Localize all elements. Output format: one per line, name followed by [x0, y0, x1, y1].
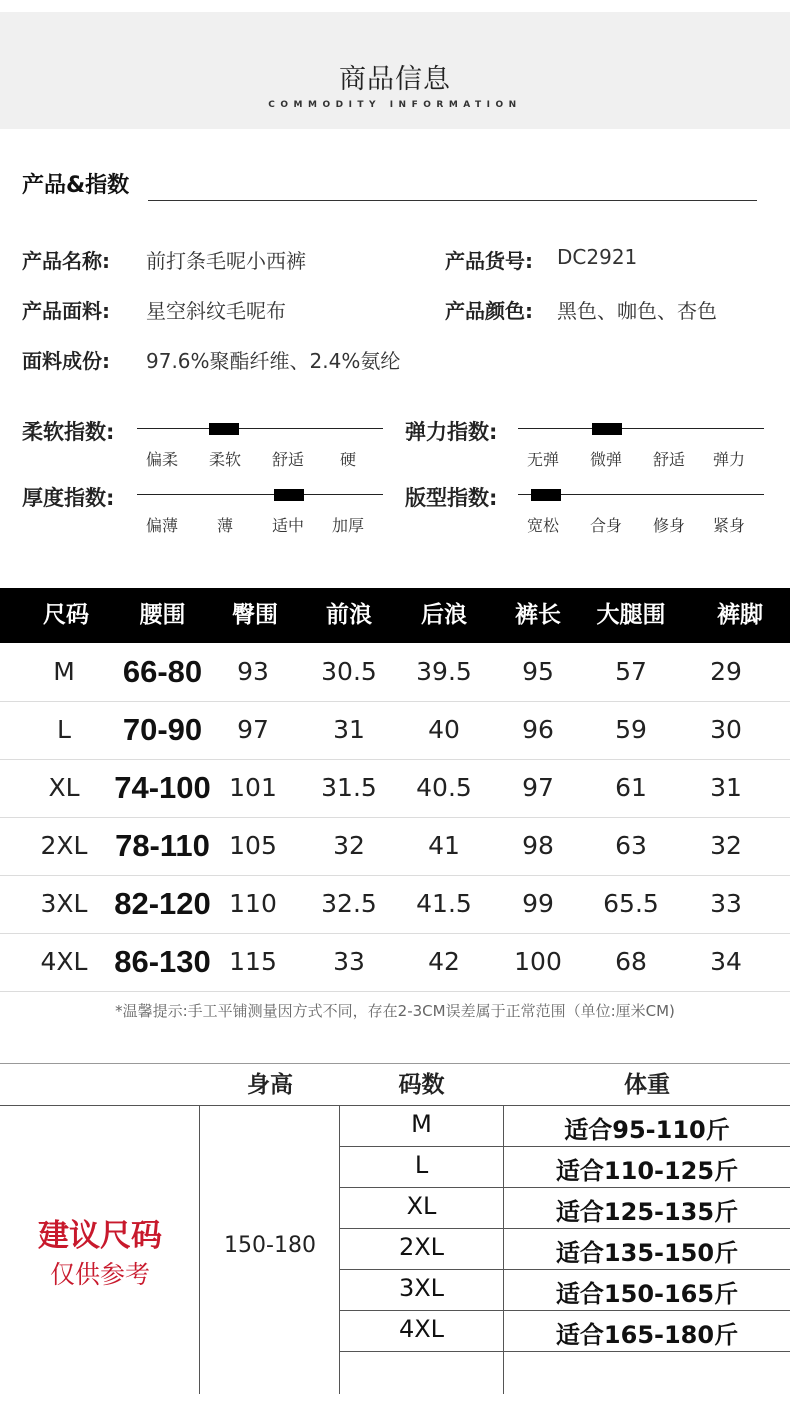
section-divider	[148, 200, 757, 201]
size-cell: 3XL	[40, 889, 88, 918]
index-option: 薄	[216, 516, 233, 535]
index-label: 厚度指数:	[22, 486, 115, 510]
size-cell: L	[57, 715, 71, 744]
recommend-size: XL	[406, 1192, 437, 1220]
table-divider	[340, 1187, 790, 1188]
table-row	[0, 875, 790, 934]
index-label: 弹力指数:	[405, 420, 498, 444]
index-track	[137, 494, 383, 495]
index-option: 加厚	[331, 516, 364, 535]
table-header-cell: 后浪	[421, 602, 467, 628]
index-option: 适中	[271, 516, 304, 535]
index-option: 偏薄	[145, 516, 178, 535]
front-rise-cell: 31.5	[321, 773, 377, 802]
hip-cell: 115	[229, 947, 277, 976]
recommend-size: M	[411, 1110, 432, 1138]
product-name-label: 产品名称:	[22, 249, 110, 273]
table-header-cell: 前浪	[326, 602, 372, 628]
hem-cell: 34	[710, 947, 742, 976]
thigh-cell: 63	[615, 831, 647, 860]
back-rise-cell: 39.5	[416, 657, 472, 686]
length-cell: 97	[522, 773, 554, 802]
page-title: 商品信息	[339, 64, 451, 95]
size-cell: 2XL	[40, 831, 88, 860]
height-header: 身高	[247, 1072, 293, 1098]
hip-cell: 97	[237, 715, 269, 744]
front-rise-cell: 32.5	[321, 889, 377, 918]
hip-cell: 101	[229, 773, 277, 802]
size-table-header	[0, 588, 790, 643]
index-option: 柔软	[208, 450, 241, 469]
index-track	[137, 428, 383, 429]
index-option: 偏柔	[145, 450, 178, 469]
composition-label: 面料成份:	[22, 349, 110, 373]
thigh-cell: 65.5	[603, 889, 659, 918]
hem-cell: 30	[710, 715, 742, 744]
waist-cell: 66-80	[122, 654, 203, 689]
index-option: 宽松	[526, 516, 559, 535]
weight-header: 体重	[624, 1072, 670, 1098]
recommend-weight: 适合125-135斤	[555, 1198, 739, 1226]
size-header: 码数	[398, 1072, 445, 1098]
back-rise-cell: 40	[428, 715, 460, 744]
table-header-cell: 裤长	[515, 602, 561, 628]
index-option: 舒适	[271, 450, 304, 469]
index-option: 无弹	[526, 450, 559, 469]
table-divider	[340, 1351, 790, 1352]
table-header-cell: 大腿围	[596, 602, 666, 628]
table-row	[0, 759, 790, 818]
recommend-weight: 适合135-150斤	[555, 1239, 739, 1267]
index-marker	[531, 489, 561, 501]
recommend-subtitle: 仅供参考	[49, 1260, 150, 1289]
waist-cell: 74-100	[114, 770, 211, 805]
recommend-size: 2XL	[398, 1233, 445, 1261]
index-label: 版型指数:	[405, 486, 498, 510]
recommend-weight: 适合150-165斤	[555, 1280, 739, 1308]
index-option: 舒适	[652, 450, 685, 469]
length-cell: 100	[514, 947, 562, 976]
index-option: 硬	[339, 450, 356, 469]
page-subtitle: COMMODITY INFORMATION	[268, 100, 522, 110]
hip-cell: 110	[229, 889, 277, 918]
table-divider	[340, 1269, 790, 1270]
product-fabric-value: 星空斜纹毛呢布	[146, 299, 286, 323]
hip-cell: 93	[237, 657, 269, 686]
hem-cell: 33	[710, 889, 742, 918]
product-fabric-label: 产品面料:	[22, 299, 110, 323]
index-option: 合身	[589, 516, 622, 535]
height-value: 150-180	[224, 1233, 316, 1258]
length-cell: 96	[522, 715, 554, 744]
waist-cell: 82-120	[114, 886, 211, 921]
thigh-cell: 59	[615, 715, 647, 744]
hem-cell: 29	[710, 657, 742, 686]
size-cell: 4XL	[40, 947, 88, 976]
product-code-value: DC2921	[557, 245, 638, 269]
product-color-label: 产品颜色:	[445, 299, 533, 323]
table-divider	[340, 1146, 790, 1147]
recommend-weight: 适合165-180斤	[555, 1321, 739, 1349]
size-cell: XL	[48, 773, 80, 802]
back-rise-cell: 41	[428, 831, 460, 860]
measurement-tip: *温馨提示:手工平铺测量因方式不同，存在2-3CM误差属于正常范围（单位:厘米CM)	[115, 1002, 675, 1020]
back-rise-cell: 41.5	[416, 889, 472, 918]
recommend-weight: 适合110-125斤	[555, 1157, 739, 1185]
back-rise-cell: 42	[428, 947, 460, 976]
back-rise-cell: 40.5	[416, 773, 472, 802]
index-option: 弹力	[712, 450, 745, 469]
thigh-cell: 61	[615, 773, 647, 802]
table-row	[0, 701, 790, 760]
table-header-cell: 臀围	[232, 602, 278, 628]
front-rise-cell: 33	[333, 947, 365, 976]
waist-cell: 78-110	[115, 828, 210, 863]
table-divider	[0, 1105, 790, 1106]
recommend-size: 4XL	[398, 1315, 445, 1343]
product-code-label: 产品货号:	[445, 249, 533, 273]
size-cell: M	[53, 657, 75, 686]
hip-cell: 105	[229, 831, 277, 860]
index-marker	[274, 489, 304, 501]
thigh-cell: 57	[615, 657, 647, 686]
header-banner	[0, 12, 790, 129]
index-option: 紧身	[712, 516, 745, 535]
recommend-title: 建议尺码	[38, 1218, 162, 1254]
front-rise-cell: 30.5	[321, 657, 377, 686]
thigh-cell: 68	[615, 947, 647, 976]
waist-cell: 86-130	[114, 944, 211, 979]
table-row	[0, 643, 790, 702]
length-cell: 95	[522, 657, 554, 686]
table-header-cell: 裤脚	[717, 602, 763, 628]
recommend-size: L	[414, 1151, 429, 1179]
table-divider	[340, 1310, 790, 1311]
hem-cell: 31	[710, 773, 742, 802]
index-track	[518, 428, 764, 429]
index-option: 微弹	[589, 450, 622, 469]
index-option: 修身	[652, 516, 685, 535]
length-cell: 99	[522, 889, 554, 918]
table-divider	[0, 1063, 790, 1064]
composition-value: 97.6%聚酯纤维、2.4%氨纶	[146, 349, 401, 373]
index-label: 柔软指数:	[22, 420, 115, 444]
product-name-value: 前打条毛呢小西裤	[146, 249, 306, 273]
waist-cell: 70-90	[122, 712, 203, 747]
product-color-value: 黑色、咖色、杏色	[557, 299, 717, 323]
length-cell: 98	[522, 831, 554, 860]
section-title: 产品&指数	[22, 173, 130, 198]
table-row	[0, 933, 790, 992]
table-header-cell: 尺码	[43, 602, 89, 628]
front-rise-cell: 32	[333, 831, 365, 860]
front-rise-cell: 31	[333, 715, 365, 744]
recommend-size: 3XL	[398, 1274, 445, 1302]
index-marker	[592, 423, 622, 435]
hem-cell: 32	[710, 831, 742, 860]
table-header-cell: 腰围	[139, 602, 186, 628]
table-row	[0, 817, 790, 876]
index-marker	[209, 423, 239, 435]
table-divider	[340, 1228, 790, 1229]
recommend-weight: 适合95-110斤	[564, 1116, 730, 1144]
